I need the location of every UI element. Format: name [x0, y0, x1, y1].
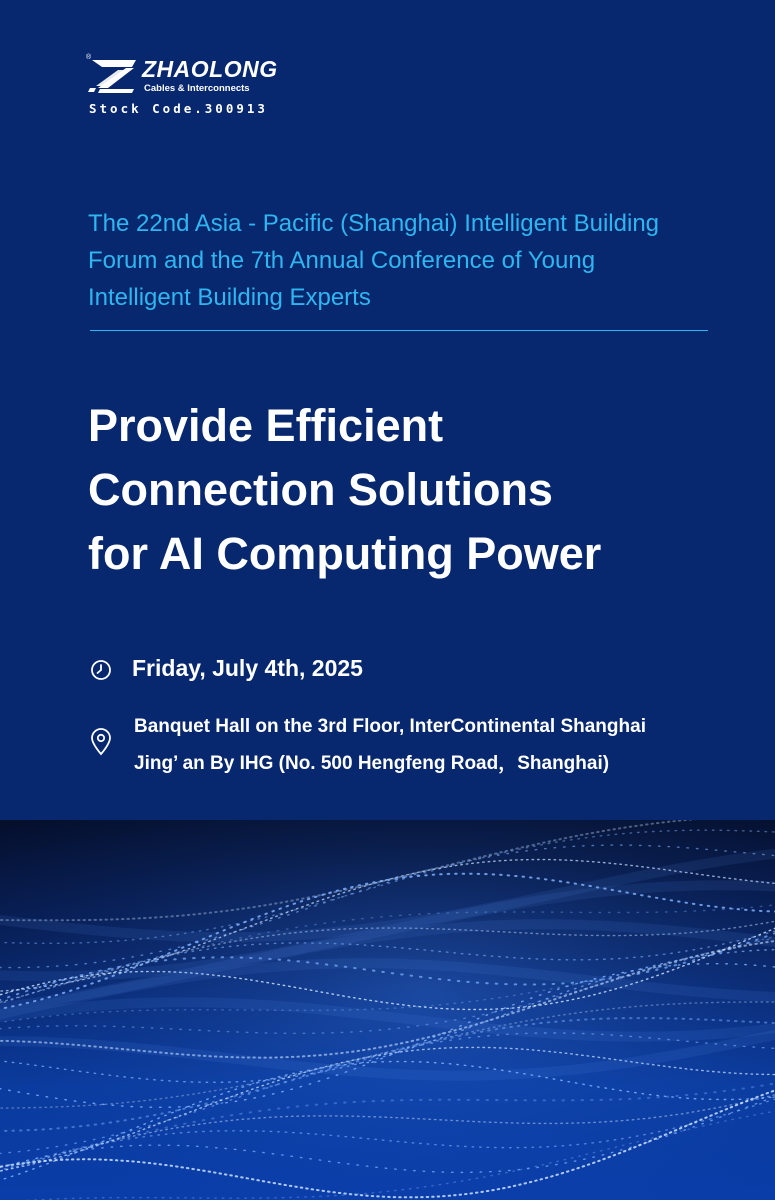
clock-icon — [90, 659, 112, 681]
location-pin-icon — [90, 728, 112, 756]
event-location-text — [134, 708, 734, 782]
forum-title — [88, 205, 708, 316]
forum-title-line: The 22nd Asia - Pacific (Shanghai) Intelligent Building — [88, 210, 660, 237]
headline-line: for AI Computing Power — [88, 528, 602, 579]
stock-code: Stock Code.300913 — [89, 101, 268, 116]
light-streams-graphic — [0, 820, 775, 1200]
headline-line: Provide Efficient — [88, 400, 444, 451]
headline — [88, 394, 768, 586]
location-line: Banquet Hall on the 3rd Floor, InterContinental Shanghai — [134, 716, 646, 737]
zhaolong-logo-icon — [88, 58, 138, 94]
divider-line — [90, 330, 708, 331]
event-date-text: Friday, July 4th, 2025 — [132, 655, 363, 681]
brand-tagline: Cables & Interconnects — [144, 83, 250, 94]
forum-title-line: Forum and the 7th Annual Conference of Young — [88, 247, 596, 274]
data-wave-background-image — [0, 820, 775, 1200]
headline-line: Connection Solutions — [88, 464, 553, 515]
registered-mark: ® — [86, 54, 92, 61]
brand-name: ZHAOLONG — [142, 56, 278, 82]
location-line: Jing’ an By IHG (No. 500 Hengfeng Road，Shanghai) — [134, 753, 610, 774]
forum-title-line: Intelligent Building Experts — [88, 284, 371, 311]
